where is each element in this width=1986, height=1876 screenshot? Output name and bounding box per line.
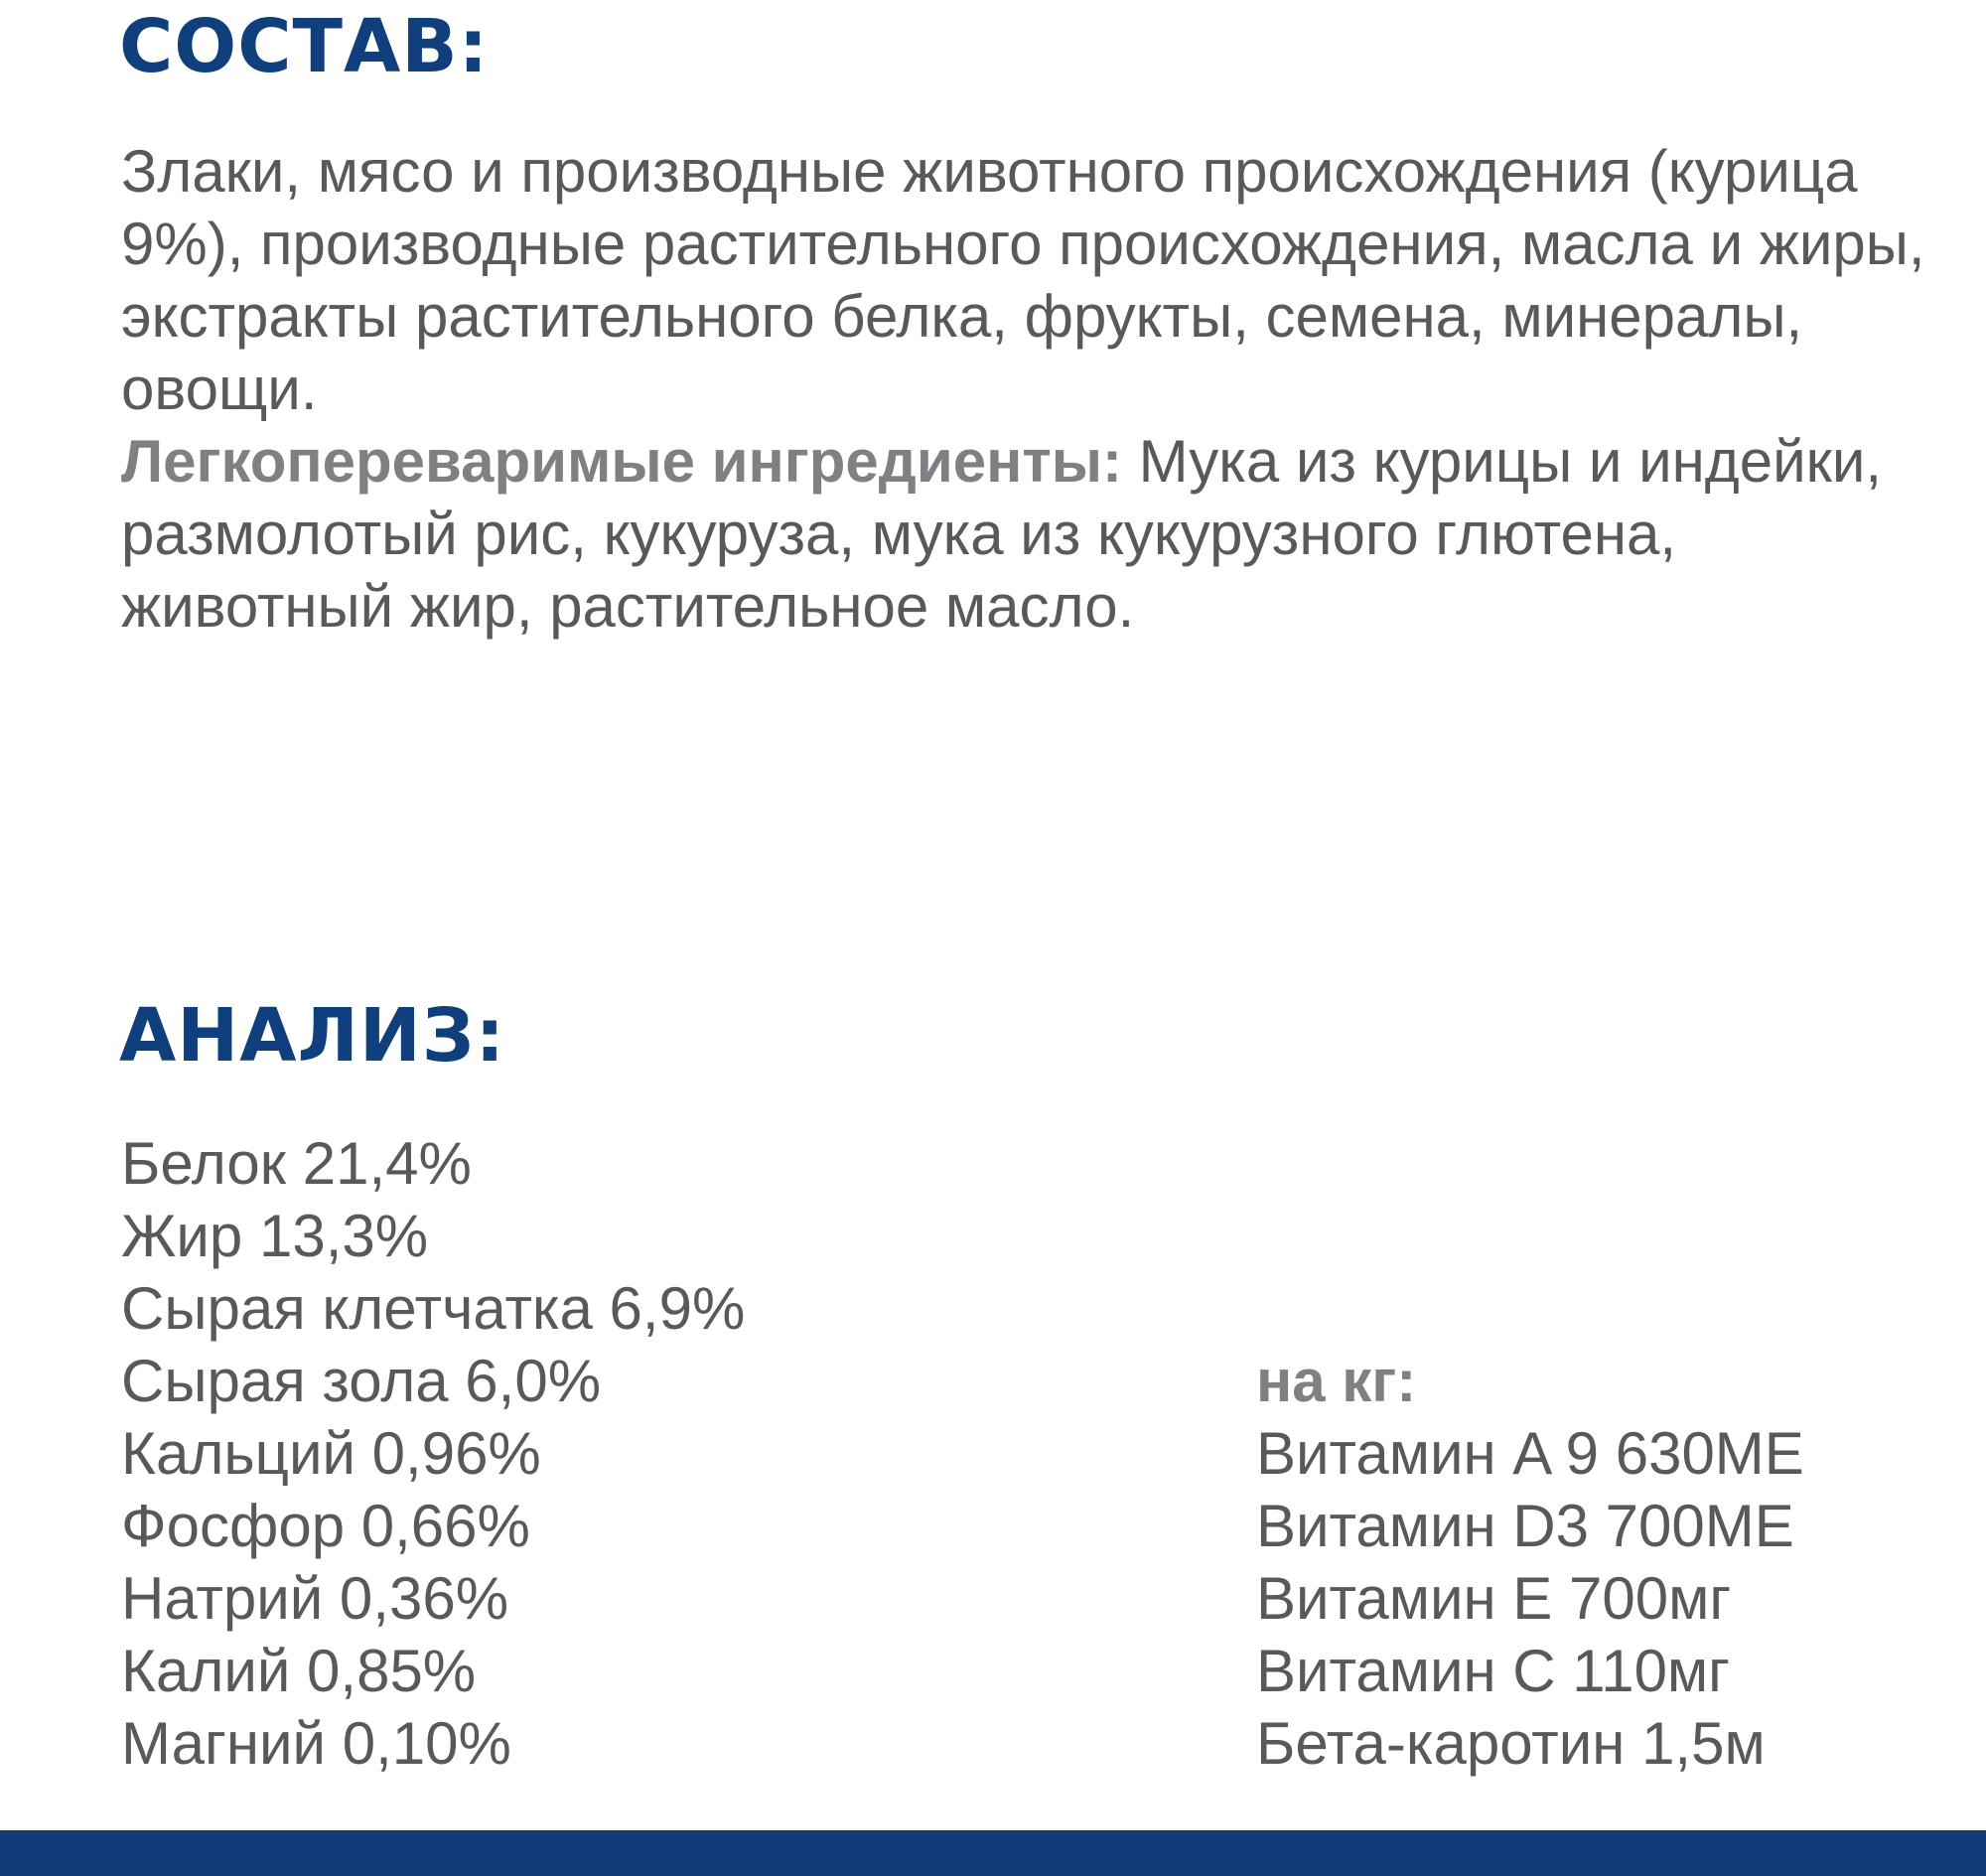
analysis-item: Сырая зола 6,0% bbox=[121, 1348, 602, 1414]
analysis-item: Калий 0,85% bbox=[121, 1638, 477, 1704]
per-kg-label: на кг: bbox=[1256, 1348, 1417, 1414]
analysis-item: Белок 21,4% bbox=[121, 1130, 472, 1197]
analysis-item: Сырая клетчатка 6,9% bbox=[121, 1275, 746, 1342]
vitamin-item: Витамин C 110мг bbox=[1256, 1638, 1731, 1704]
vitamin-item: Бета-каротин 1,5м bbox=[1256, 1710, 1766, 1777]
analysis-heading: АНАЛИЗ: bbox=[119, 993, 506, 1079]
footer-bar bbox=[0, 1830, 1986, 1876]
composition-heading: СОСТАВ: bbox=[119, 4, 490, 89]
analysis-item: Магний 0,10% bbox=[121, 1710, 511, 1777]
composition-text: Злаки, мясо и производные животного происхождения (курица 9%), производные растительного происхождения, масла и жиры, экстракты растительного белка, фрукты, семена, минералы, овощи. bbox=[121, 138, 1925, 422]
analysis-item: Жир 13,3% bbox=[121, 1203, 429, 1269]
vitamins-list bbox=[1256, 1345, 1804, 1780]
analysis-list bbox=[121, 1127, 745, 1780]
digestible-ingredients-label: Легкопереваримые ингредиенты: bbox=[121, 428, 1122, 495]
analysis-item: Кальций 0,96% bbox=[121, 1420, 541, 1487]
digestible-ingredients-text: Мука из курицы и индейки, размолотый рис, кукуруза, мука из кукурузного глютена, животный жир, растительное масло. bbox=[121, 428, 1883, 640]
vitamin-item: Витамин D3 700МЕ bbox=[1256, 1493, 1794, 1559]
digestible-ingredients-paragraph bbox=[121, 425, 1948, 643]
analysis-item: Натрий 0,36% bbox=[121, 1565, 509, 1632]
analysis-item: Фосфор 0,66% bbox=[121, 1493, 530, 1559]
vitamin-item: Витамин E 700мг bbox=[1256, 1565, 1732, 1632]
vitamin-item: Витамин A 9 630МЕ bbox=[1256, 1420, 1804, 1487]
